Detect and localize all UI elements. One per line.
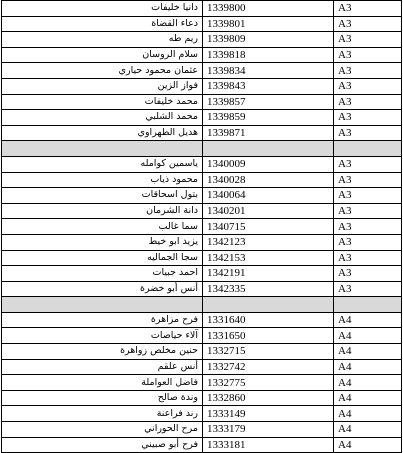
id-cell[interactable]: 1331650	[203, 328, 334, 344]
name-cell[interactable]: آلاء حياصات	[2, 328, 203, 344]
table-row	[2, 312, 402, 328]
code-cell[interactable]: A3	[334, 1, 402, 17]
code-cell[interactable]: A3	[334, 281, 402, 297]
id-cell[interactable]: 1331640	[203, 312, 334, 328]
code-cell[interactable]: A4	[334, 312, 402, 328]
code-cell[interactable]: A3	[334, 188, 402, 204]
table-row	[2, 328, 402, 344]
separator-cell	[2, 141, 203, 157]
table-row	[2, 266, 402, 282]
code-cell[interactable]: A3	[334, 156, 402, 172]
table-row	[2, 94, 402, 110]
student-table	[1, 0, 402, 453]
id-cell[interactable]: 1340009	[203, 156, 334, 172]
id-cell[interactable]: 1342191	[203, 266, 334, 282]
table-row	[2, 110, 402, 126]
code-cell[interactable]: A3	[334, 234, 402, 250]
name-cell[interactable]: عثمان محمود حياري	[2, 63, 203, 79]
name-cell[interactable]: محمود ذياب	[2, 172, 203, 188]
id-cell[interactable]: 1339809	[203, 32, 334, 48]
id-cell[interactable]: 1339871	[203, 125, 334, 141]
code-cell[interactable]: A3	[334, 16, 402, 32]
code-cell[interactable]: A3	[334, 32, 402, 48]
id-cell[interactable]: 1340201	[203, 203, 334, 219]
table-row	[2, 16, 402, 32]
table-row	[2, 1, 402, 17]
code-cell[interactable]: A3	[334, 78, 402, 94]
id-cell[interactable]: 1340715	[203, 219, 334, 235]
table-row	[2, 234, 402, 250]
code-cell[interactable]: A4	[334, 359, 402, 375]
separator-cell	[334, 297, 402, 313]
name-cell[interactable]: أنس علقم	[2, 359, 203, 375]
name-cell[interactable]: سجا الجماليه	[2, 250, 203, 266]
name-cell[interactable]: فرح أبو صبيني	[2, 437, 203, 453]
id-cell[interactable]: 1339818	[203, 47, 334, 63]
code-cell[interactable]: A4	[334, 422, 402, 438]
code-cell[interactable]: A3	[334, 63, 402, 79]
id-cell[interactable]: 1332742	[203, 359, 334, 375]
table-row	[2, 219, 402, 235]
separator-cell	[203, 297, 334, 313]
name-cell[interactable]: محمد خليفات	[2, 94, 203, 110]
code-cell[interactable]: A3	[334, 250, 402, 266]
name-cell[interactable]: دانيا خليفات	[2, 1, 203, 17]
table-row	[2, 188, 402, 204]
code-cell[interactable]: A3	[334, 125, 402, 141]
id-cell[interactable]: 1333181	[203, 437, 334, 453]
code-cell[interactable]: A4	[334, 328, 402, 344]
name-cell[interactable]: ريم طه	[2, 32, 203, 48]
table-row	[2, 281, 402, 297]
separator-cell	[203, 141, 334, 157]
name-cell[interactable]: وندة صالح	[2, 390, 203, 406]
id-cell[interactable]: 1339801	[203, 16, 334, 32]
spreadsheet	[1, 0, 402, 453]
name-cell[interactable]: فواز الزين	[2, 78, 203, 94]
id-cell[interactable]: 1342153	[203, 250, 334, 266]
code-cell[interactable]: A3	[334, 172, 402, 188]
id-cell[interactable]: 1339843	[203, 78, 334, 94]
table-row	[2, 156, 402, 172]
table-row	[2, 375, 402, 391]
name-cell[interactable]: أنس أبو خضرة	[2, 281, 203, 297]
id-cell[interactable]: 1342335	[203, 281, 334, 297]
group-separator-row	[2, 297, 402, 313]
code-cell[interactable]: A4	[334, 437, 402, 453]
id-cell[interactable]: 1333179	[203, 422, 334, 438]
name-cell[interactable]: محمد الشلبي	[2, 110, 203, 126]
name-cell[interactable]: ياسمين كوامله	[2, 156, 203, 172]
id-cell[interactable]: 1332775	[203, 375, 334, 391]
name-cell[interactable]: رند فراعنة	[2, 406, 203, 422]
name-cell[interactable]: سما غالب	[2, 219, 203, 235]
name-cell[interactable]: بتول اسحاقات	[2, 188, 203, 204]
table-row	[2, 47, 402, 63]
table-row	[2, 359, 402, 375]
name-cell[interactable]: احمد جبيات	[2, 266, 203, 282]
table-row	[2, 422, 402, 438]
code-cell[interactable]: A3	[334, 110, 402, 126]
id-cell[interactable]: 1339857	[203, 94, 334, 110]
table-row	[2, 78, 402, 94]
table-row	[2, 63, 402, 79]
id-cell[interactable]: 1332715	[203, 344, 334, 360]
code-cell[interactable]: A4	[334, 406, 402, 422]
separator-cell	[334, 141, 402, 157]
code-cell[interactable]: A4	[334, 390, 402, 406]
id-cell[interactable]: 1332860	[203, 390, 334, 406]
name-cell[interactable]: يزيد ابو خيط	[2, 234, 203, 250]
code-cell[interactable]: A3	[334, 219, 402, 235]
separator-cell	[2, 297, 203, 313]
name-cell[interactable]: سلام الروسان	[2, 47, 203, 63]
code-cell[interactable]: A3	[334, 266, 402, 282]
id-cell[interactable]: 1339800	[203, 1, 334, 17]
code-cell[interactable]: A4	[334, 344, 402, 360]
id-cell[interactable]: 1333149	[203, 406, 334, 422]
table-row	[2, 406, 402, 422]
id-cell[interactable]: 1339859	[203, 110, 334, 126]
table-row	[2, 344, 402, 360]
table-row	[2, 125, 402, 141]
code-cell[interactable]: A4	[334, 375, 402, 391]
name-cell[interactable]: دعاء القضاة	[2, 16, 203, 32]
id-cell[interactable]: 1340064	[203, 188, 334, 204]
table-row	[2, 203, 402, 219]
name-cell[interactable]: مرح الحوراني	[2, 422, 203, 438]
table-row	[2, 172, 402, 188]
group-separator-row	[2, 141, 402, 157]
name-cell[interactable]: هديل الطهراوي	[2, 125, 203, 141]
name-cell[interactable]: حنين مخلص زواهرة	[2, 344, 203, 360]
table-row	[2, 250, 402, 266]
table-body	[2, 1, 402, 453]
name-cell[interactable]: دانة الشرمان	[2, 203, 203, 219]
name-cell[interactable]: فاضل العواملة	[2, 375, 203, 391]
id-cell[interactable]: 1339834	[203, 63, 334, 79]
table-row	[2, 437, 402, 453]
code-cell[interactable]: A3	[334, 203, 402, 219]
code-cell[interactable]: A3	[334, 47, 402, 63]
name-cell[interactable]: فرح مزاهرة	[2, 312, 203, 328]
id-cell[interactable]: 1340028	[203, 172, 334, 188]
table-row	[2, 32, 402, 48]
id-cell[interactable]: 1342123	[203, 234, 334, 250]
code-cell[interactable]: A3	[334, 94, 402, 110]
table-row	[2, 390, 402, 406]
